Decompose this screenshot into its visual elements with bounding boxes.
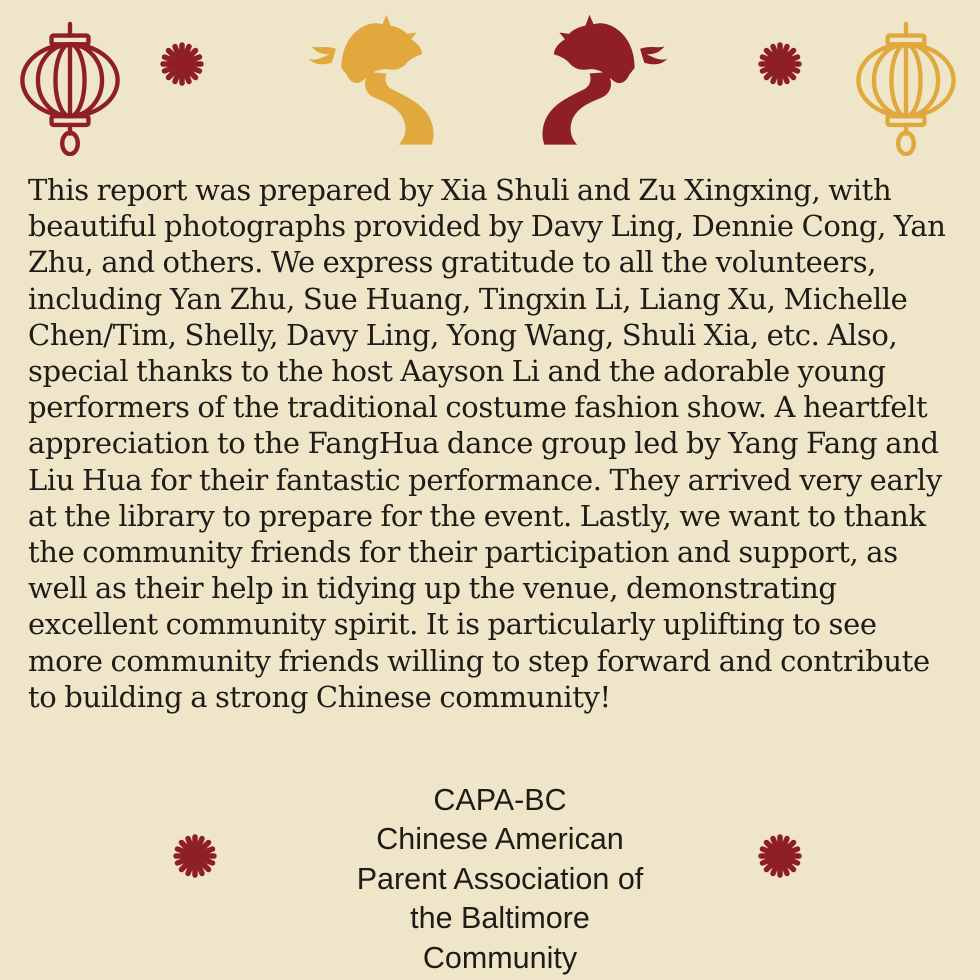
dragon-icon: [266, 12, 466, 146]
organization-signature: [290, 781, 710, 978]
signature-line-acronym: CAPA-BC: [433, 783, 567, 817]
signature-line: the Baltimore: [410, 901, 590, 936]
signature-line: Community: [422, 940, 578, 975]
lantern-icon: [14, 20, 126, 156]
flower-icon: [158, 40, 206, 88]
signature-line: Parent Association of: [356, 861, 644, 896]
report-paragraph: This report was prepared by Xia Shuli and Zu Xingxing, with beautiful photographs provided by Davy Ling, Dennie Cong, Yan Zhu, and others. We express gratitude to all the volunteers, including Yan Zhu, Sue Huang, Tingxin Li, Liang Xu, Michelle Chen/Tim, Shelly, Davy Ling, Yong Wang, Shuli Xia, etc. Also, special thanks to the host Aayson Li and the adorable young performers of the traditional costume fashion show. A heartfelt appreciation to the FangHua dance group led by Yang Fang and Liu Hua for their fantastic performance. They arrived very early at the library to prepare for the event. Lastly, we want to thank the community friends for their participation and support, as well as their help in tidying up the venue, demonstrating excellent community spirit. It is particularly uplifting to see more community friends willing to step forward and contribute to building a strong Chinese community!: [28, 173, 946, 714]
signature-line: Chinese American: [376, 822, 624, 857]
lantern-icon: [850, 20, 962, 156]
dragon-icon: [510, 12, 710, 146]
flower-icon: [756, 832, 804, 880]
flower-icon: [756, 40, 804, 88]
flower-icon: [171, 832, 219, 880]
